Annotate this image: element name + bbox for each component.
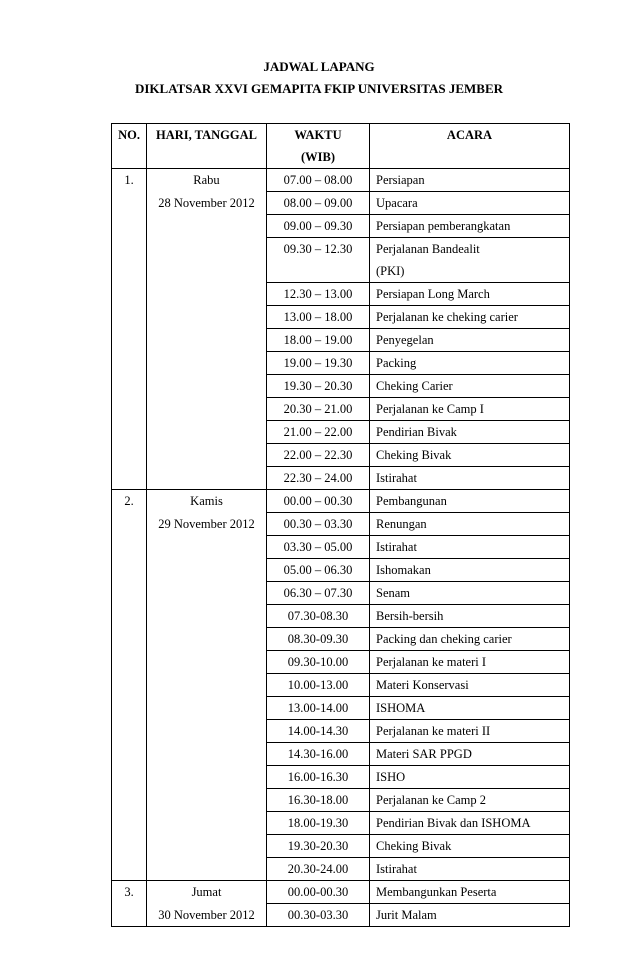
- cell-no: [112, 789, 147, 812]
- cell-no: [112, 835, 147, 858]
- cell-day-date: [147, 720, 267, 743]
- cell-day-date: [147, 697, 267, 720]
- table-row: [112, 329, 570, 352]
- table-row: [112, 559, 570, 582]
- cell-event-line: Jurit Malam: [376, 908, 437, 922]
- cell-event: [370, 467, 570, 490]
- cell-no: [112, 605, 147, 628]
- schedule-table: [111, 123, 570, 927]
- cell-no: [112, 375, 147, 398]
- cell-event-line: Cheking Bivak: [376, 839, 452, 853]
- cell-event: [370, 490, 570, 513]
- cell-event-line: Bersih-bersih: [376, 609, 444, 623]
- cell-event-line: Perjalanan Bandealit: [376, 242, 480, 256]
- cell-event: [370, 858, 570, 881]
- cell-time: 16.00-16.30: [267, 766, 370, 789]
- cell-no: [112, 421, 147, 444]
- cell-time: 16.30-18.00: [267, 789, 370, 812]
- cell-event-line: ISHO: [376, 770, 406, 784]
- cell-time: 19.30 – 20.30: [267, 375, 370, 398]
- header-time-line2: (WIB): [300, 150, 336, 164]
- cell-event: [370, 881, 570, 904]
- cell-event: [370, 536, 570, 559]
- cell-day-date: [147, 238, 267, 283]
- cell-event: [370, 605, 570, 628]
- cell-day-date: [147, 375, 267, 398]
- cell-event: [370, 904, 570, 927]
- cell-day-date: [147, 812, 267, 835]
- table-row: [112, 192, 570, 215]
- cell-day-date: [147, 628, 267, 651]
- header-day: HARI, TANGGAL: [147, 124, 267, 169]
- cell-no: [112, 536, 147, 559]
- cell-day-date: Kamis: [147, 490, 267, 513]
- cell-event-line: Ishomakan: [376, 563, 431, 577]
- cell-time: 09.30-10.00: [267, 651, 370, 674]
- cell-no: [112, 904, 147, 927]
- cell-event-line: Packing: [376, 356, 417, 370]
- cell-event: [370, 720, 570, 743]
- cell-no: [112, 329, 147, 352]
- cell-day-date: [147, 674, 267, 697]
- cell-time: 21.00 – 22.00: [267, 421, 370, 444]
- cell-event: [370, 421, 570, 444]
- cell-day-date: [147, 651, 267, 674]
- cell-time: 08.30-09.30: [267, 628, 370, 651]
- cell-day-date: [147, 835, 267, 858]
- table-row: [112, 812, 570, 835]
- cell-day-date: [147, 352, 267, 375]
- cell-day-date: [147, 329, 267, 352]
- cell-time: 08.00 – 09.00: [267, 192, 370, 215]
- cell-day-date: [147, 421, 267, 444]
- header-time-line1: WAKTU: [294, 128, 342, 142]
- cell-time: 14.30-16.00: [267, 743, 370, 766]
- cell-no: 1.: [112, 169, 147, 192]
- table-row: [112, 490, 570, 513]
- cell-no: [112, 467, 147, 490]
- table-row: [112, 582, 570, 605]
- cell-no: [112, 306, 147, 329]
- cell-event-line-2: (PKI): [376, 264, 405, 278]
- cell-no: [112, 858, 147, 881]
- cell-event: [370, 835, 570, 858]
- table-row: [112, 605, 570, 628]
- table-row: [112, 789, 570, 812]
- table-row: [112, 421, 570, 444]
- table-row: [112, 398, 570, 421]
- cell-day-date: [147, 789, 267, 812]
- table-row: [112, 215, 570, 238]
- cell-event-line: Pembangunan: [376, 494, 447, 508]
- cell-no: 3.: [112, 881, 147, 904]
- cell-event: [370, 513, 570, 536]
- table-row: [112, 766, 570, 789]
- cell-event-line: Istirahat: [376, 540, 417, 554]
- cell-time: 10.00-13.00: [267, 674, 370, 697]
- cell-time: 19.30-20.30: [267, 835, 370, 858]
- cell-event: [370, 215, 570, 238]
- cell-event: [370, 743, 570, 766]
- cell-no: [112, 215, 147, 238]
- cell-event-line: Perjalanan ke materi II: [376, 724, 491, 738]
- cell-no: 2.: [112, 490, 147, 513]
- cell-event: [370, 444, 570, 467]
- cell-event: [370, 375, 570, 398]
- cell-time: 07.00 – 08.00: [267, 169, 370, 192]
- cell-event: [370, 398, 570, 421]
- cell-event-line: Membangunkan Peserta: [376, 885, 497, 899]
- document-subtitle: DIKLATSAR XXVI GEMAPITA FKIP UNIVERSITAS JEMBER: [134, 81, 504, 96]
- cell-event-line: Perjalanan ke materi I: [376, 655, 487, 669]
- cell-no: [112, 674, 147, 697]
- cell-time: 18.00-19.30: [267, 812, 370, 835]
- cell-event: [370, 352, 570, 375]
- cell-day-date: [147, 559, 267, 582]
- cell-day-date: [147, 536, 267, 559]
- document-title: JADWAL LAPANG: [263, 59, 375, 74]
- cell-no: [112, 812, 147, 835]
- cell-time: 20.30-24.00: [267, 858, 370, 881]
- cell-day-date: Rabu: [147, 169, 267, 192]
- cell-no: [112, 444, 147, 467]
- cell-event-line: Persiapan pemberangkatan: [376, 219, 511, 233]
- cell-event: [370, 329, 570, 352]
- table-row: [112, 697, 570, 720]
- cell-event: [370, 559, 570, 582]
- table-row: [112, 352, 570, 375]
- table-row: [112, 513, 570, 536]
- table-row: [112, 238, 570, 283]
- cell-time: 00.30 – 03.30: [267, 513, 370, 536]
- table-header-row: [112, 124, 570, 169]
- cell-time: 05.00 – 06.30: [267, 559, 370, 582]
- cell-time: 18.00 – 19.00: [267, 329, 370, 352]
- cell-no: [112, 238, 147, 283]
- cell-event: [370, 169, 570, 192]
- cell-time: 22.00 – 22.30: [267, 444, 370, 467]
- cell-event: [370, 812, 570, 835]
- cell-time: 00.00-00.30: [267, 881, 370, 904]
- cell-event: [370, 697, 570, 720]
- table-row: [112, 674, 570, 697]
- cell-day-date: [147, 444, 267, 467]
- cell-event-line: Pendirian Bivak: [376, 425, 457, 439]
- table-row: [112, 306, 570, 329]
- cell-event: [370, 789, 570, 812]
- cell-time: 20.30 – 21.00: [267, 398, 370, 421]
- cell-event-line: Materi SAR PPGD: [376, 747, 472, 761]
- cell-no: [112, 582, 147, 605]
- cell-day-date: [147, 605, 267, 628]
- cell-no: [112, 559, 147, 582]
- table-row: [112, 835, 570, 858]
- cell-time: 00.30-03.30: [267, 904, 370, 927]
- cell-no: [112, 743, 147, 766]
- cell-event: [370, 238, 570, 283]
- cell-day-date: [147, 398, 267, 421]
- cell-event-line: Perjalanan ke Camp 2: [376, 793, 487, 807]
- cell-day-date: 28 November 2012: [147, 192, 267, 215]
- table-row: [112, 467, 570, 490]
- cell-time: 03.30 – 05.00: [267, 536, 370, 559]
- table-row: [112, 283, 570, 306]
- cell-no: [112, 513, 147, 536]
- cell-day-date: [147, 766, 267, 789]
- cell-event-line: Perjalanan ke cheking carier: [376, 310, 518, 324]
- cell-no: [112, 697, 147, 720]
- cell-day-date: Jumat: [147, 881, 267, 904]
- cell-no: [112, 720, 147, 743]
- cell-time: 09.00 – 09.30: [267, 215, 370, 238]
- header-no: NO.: [112, 124, 147, 169]
- cell-day-date: [147, 582, 267, 605]
- cell-event-line: Packing dan cheking carier: [376, 632, 512, 646]
- table-row: [112, 743, 570, 766]
- cell-time: 14.00-14.30: [267, 720, 370, 743]
- cell-time: 13.00 – 18.00: [267, 306, 370, 329]
- cell-time: 19.00 – 19.30: [267, 352, 370, 375]
- table-row: [112, 444, 570, 467]
- cell-event-line: Renungan: [376, 517, 427, 531]
- cell-day-date: 29 November 2012: [147, 513, 267, 536]
- cell-event: [370, 674, 570, 697]
- cell-no: [112, 766, 147, 789]
- table-row: [112, 904, 570, 927]
- cell-time: 07.30-08.30: [267, 605, 370, 628]
- cell-event: [370, 766, 570, 789]
- table-row: [112, 720, 570, 743]
- table-row: [112, 858, 570, 881]
- cell-event-line: Materi Konservasi: [376, 678, 469, 692]
- cell-no: [112, 352, 147, 375]
- header-time: [267, 124, 370, 169]
- cell-event-line: Perjalanan ke Camp I: [376, 402, 484, 416]
- cell-time: 09.30 – 12.30: [267, 238, 370, 283]
- cell-day-date: [147, 858, 267, 881]
- table-row: [112, 651, 570, 674]
- cell-event-line: Istirahat: [376, 471, 417, 485]
- cell-day-date: [147, 467, 267, 490]
- table-row: [112, 881, 570, 904]
- cell-event: [370, 628, 570, 651]
- table-row: [112, 375, 570, 398]
- cell-day-date: [147, 306, 267, 329]
- cell-time: 22.30 – 24.00: [267, 467, 370, 490]
- cell-event-line: ISHOMA: [376, 701, 426, 715]
- cell-no: [112, 192, 147, 215]
- cell-event: [370, 582, 570, 605]
- cell-no: [112, 398, 147, 421]
- table-row: [112, 536, 570, 559]
- cell-event: [370, 283, 570, 306]
- cell-event-line: Istirahat: [376, 862, 417, 876]
- cell-event-line: Senam: [376, 586, 411, 600]
- cell-event-line: Persiapan Long March: [376, 287, 490, 301]
- table-row: [112, 628, 570, 651]
- cell-event-line: Upacara: [376, 196, 418, 210]
- cell-time: 12.30 – 13.00: [267, 283, 370, 306]
- cell-event-line: Persiapan: [376, 173, 425, 187]
- cell-event-line: Pendirian Bivak dan ISHOMA: [376, 816, 531, 830]
- cell-event: [370, 192, 570, 215]
- cell-no: [112, 283, 147, 306]
- cell-no: [112, 628, 147, 651]
- cell-event: [370, 306, 570, 329]
- cell-no: [112, 651, 147, 674]
- cell-event-line: Cheking Carier: [376, 379, 453, 393]
- cell-event: [370, 651, 570, 674]
- cell-time: 13.00-14.00: [267, 697, 370, 720]
- table-row: [112, 169, 570, 192]
- cell-time: 06.30 – 07.30: [267, 582, 370, 605]
- cell-day-date: [147, 215, 267, 238]
- cell-day-date: [147, 283, 267, 306]
- cell-event-line: Cheking Bivak: [376, 448, 452, 462]
- header-event: ACARA: [370, 124, 570, 169]
- cell-day-date: 30 November 2012: [147, 904, 267, 927]
- cell-event-line: Penyegelan: [376, 333, 434, 347]
- cell-time: 00.00 – 00.30: [267, 490, 370, 513]
- cell-day-date: [147, 743, 267, 766]
